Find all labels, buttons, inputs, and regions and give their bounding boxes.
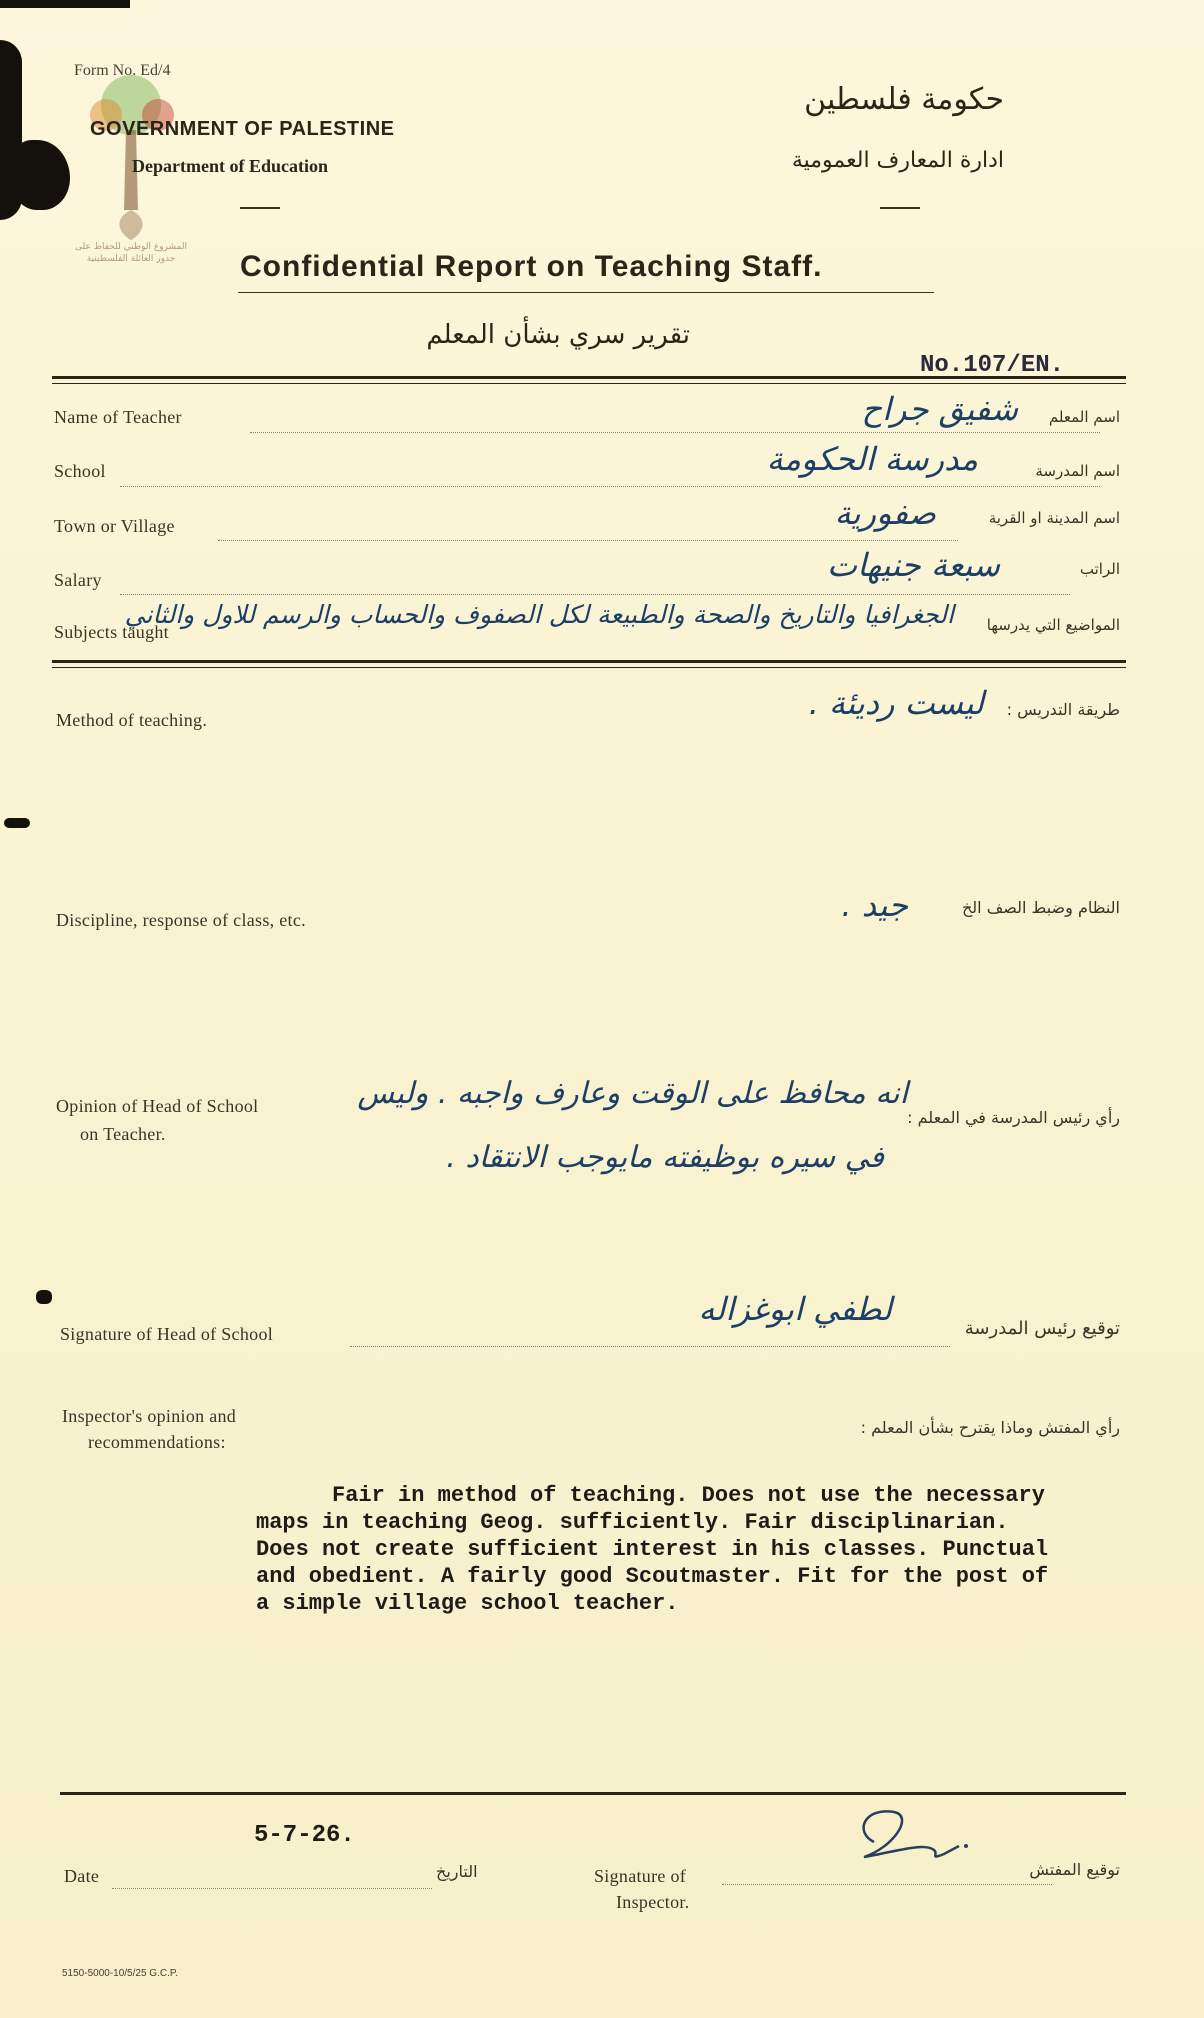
salary-line (120, 594, 1070, 595)
salary-label: Salary (54, 570, 102, 590)
inspector-opinion-ar-label: رأي المفتش وماذا يقترح بشأن المعلم : (860, 1418, 1120, 1437)
department-heading: Department of Education (132, 156, 328, 176)
salary-ar-label: الراتب (1079, 560, 1120, 578)
title-underline (238, 292, 934, 293)
teacher-name-label: Name of Teacher (54, 407, 182, 427)
discipline-label: Discipline, response of class, etc. (56, 910, 306, 930)
school-ar-label: اسم المدرسة (1035, 462, 1120, 480)
town-line (218, 540, 958, 541)
header-rule-right (880, 207, 920, 209)
method-value: ليست رديئة . (808, 684, 984, 722)
ink-blot (10, 140, 70, 210)
town-label: Town or Village (54, 516, 175, 536)
ar-department-heading: ادارة المعارف العمومية (791, 148, 1004, 173)
typed-line: maps in teaching Geog. sufficiently. Fair disciplinarian. (256, 1510, 1009, 1535)
inspector-typed-remarks (256, 1482, 1156, 1617)
watermark-text-2: جذور العائلة الفلسطينية (86, 254, 176, 264)
head-signature-label: Signature of Head of School (60, 1324, 274, 1344)
discipline-value: جيد . (841, 886, 908, 924)
subjects-label: Subjects taught (54, 622, 169, 642)
report-number: No.107/EN. (920, 352, 1065, 379)
corner-stain (0, 0, 130, 8)
form-number: Form No. Ed/4 (74, 62, 171, 79)
head-opinion-label: Opinion of Head of School (56, 1096, 259, 1116)
watermark-logo (66, 60, 196, 264)
head-opinion-label-2: on Teacher. (80, 1124, 166, 1144)
date-ar-label: التاريخ (436, 1862, 478, 1881)
inspector-signature-label: Signature of (594, 1866, 687, 1886)
teacher-name-value: شفيق جراح (861, 390, 1018, 428)
date-line (112, 1888, 432, 1889)
header-rule-left (240, 207, 280, 209)
subjects-value: الجغرافيا والتاريخ والصحة والطبيعة لكل الصفوف والحساب والرسم للاول والثاني (124, 600, 954, 629)
inspector-opinion-label-2: recommendations: (88, 1432, 226, 1452)
watermark-text-1: المشروع الوطني للحفاظ على (74, 242, 187, 252)
print-code: 5150-5000-10/5/25 G.C.P. (62, 1968, 179, 1979)
town-value: صفورية (834, 494, 936, 532)
inspector-signature-line (722, 1884, 1052, 1885)
margin-mark-1 (4, 818, 30, 828)
head-opinion-value-1: انه محافظ على الوقت وعارف واجبه . وليس (357, 1076, 908, 1111)
inspector-signature-ar-label: توقيع المفتش (1029, 1860, 1120, 1879)
footer-rule (60, 1792, 1126, 1795)
method-label: Method of teaching. (56, 710, 208, 730)
method-ar-label: طريقة التدريس : (1006, 700, 1120, 719)
teacher-name-ar-label: اسم المعلم (1048, 408, 1120, 426)
margin-mark-2 (36, 1290, 52, 1304)
report-title: Confidential Report on Teaching Staff. (240, 250, 823, 283)
school-value: مدرسة الحكومة (766, 440, 978, 478)
head-opinion-value-2: في سيره بوظيفته مايوجب الانتقاد . (446, 1140, 884, 1175)
town-ar-label: اسم المدينة او القرية (988, 509, 1120, 527)
signature-scribble-icon (834, 1802, 994, 1872)
top-rule (52, 376, 1126, 384)
family-tree-icon (66, 60, 196, 250)
subjects-ar-label: المواضيع التي يدرسها (986, 616, 1120, 634)
head-opinion-ar-label: رأي رئيس المدرسة في المعلم : (907, 1108, 1120, 1127)
typed-line: Does not create sufficient interest in his classes. Punctual (256, 1537, 1049, 1562)
discipline-ar-label: النظام وضبط الصف الخ (961, 898, 1120, 917)
school-line (120, 486, 1100, 487)
ar-report-title: تقرير سري بشأن المعلم (426, 320, 690, 350)
school-label: School (54, 461, 106, 481)
salary-value: سبعة جنيهات (827, 546, 1000, 584)
date-value: 5-7-26. (254, 1822, 355, 1849)
typed-line: and obedient. A fairly good Scoutmaster. Fit for the post of (256, 1564, 1049, 1589)
date-label: Date (64, 1866, 100, 1886)
ar-government-heading: حكومة فلسطين (804, 82, 1004, 117)
government-heading: GOVERNMENT OF PALESTINE (90, 118, 395, 140)
fields-rule (52, 660, 1126, 668)
head-signature-ar-label: توقيع رئيس المدرسة (964, 1318, 1120, 1339)
typed-line: a simple village school teacher. (256, 1591, 679, 1616)
inspector-signature-label-2: Inspector. (616, 1892, 690, 1912)
head-signature-line (350, 1346, 950, 1347)
head-signature-value: لطفي ابوغزاله (698, 1290, 892, 1328)
teacher-name-line (250, 432, 1100, 433)
inspector-signature-mark (834, 1802, 994, 1877)
inspector-opinion-label: Inspector's opinion and (62, 1406, 237, 1426)
typed-line: Fair in method of teaching. Does not use the necessary (332, 1483, 1045, 1508)
